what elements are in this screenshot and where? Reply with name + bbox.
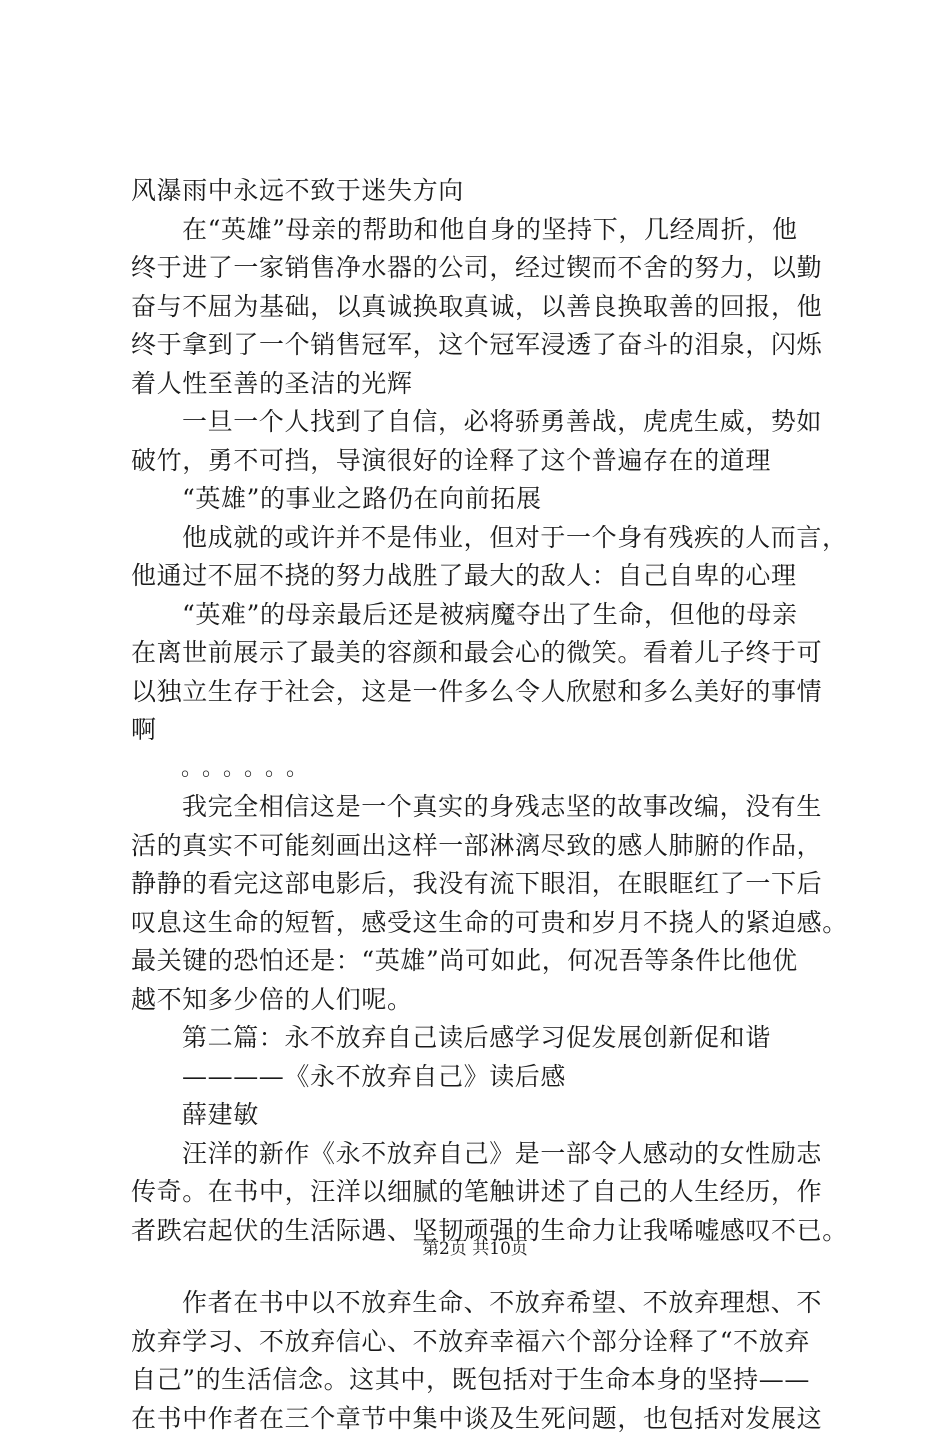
text-line: “英雄”的事业之路仍在向前拓展 (131, 480, 837, 519)
text-line: 活的真实不可能刻画出这样一部淋漓尽致的感人肺腑的作品， (131, 827, 837, 866)
text-line: 放弃学习、不放弃信心、不放弃幸福六个部分诠释了“不放弃 (131, 1323, 837, 1362)
text-line: 传奇。在书中，汪洋以细腻的笔触讲述了自己的人生经历，作 (131, 1173, 837, 1212)
text-line: 汪洋的新作《永不放弃自己》是一部令人感动的女性励志 (131, 1135, 837, 1174)
text-line: 静静的看完这部电影后，我没有流下眼泪，在眼眶红了一下后 (131, 865, 837, 904)
text-line: 叹息这生命的短暂，感受这生命的可贵和岁月不挠人的紧迫感。 (131, 904, 837, 943)
text-line: 在离世前展示了最美的容颜和最会心的微笑。看着儿子终于可 (131, 634, 837, 673)
text-line: 越不知多少倍的人们呢。 (131, 981, 837, 1020)
text-line: 他通过不屈不挠的努力战胜了最大的敌人：自己自卑的心理 (131, 557, 837, 596)
text-line: 者跌宕起伏的生活际遇、坚韧顽强的生命力让我唏嘘感叹不已。 (131, 1212, 837, 1251)
text-line: 在“英雄”母亲的帮助和他自身的坚持下，几经周折，他 (131, 211, 837, 250)
text-line: 一旦一个人找到了自信，必将骄勇善战，虎虎生威，势如 (131, 403, 837, 442)
text-line: 奋与不屈为基础，以真诚换取真诚，以善良换取善的回报，他 (131, 288, 837, 327)
text-line: 着人性至善的圣洁的光辉 (131, 365, 837, 404)
text-line: 在书中作者在三个章节中集中谈及生死问题，也包括对发展这 (131, 1400, 837, 1438)
text-line: 以独立生存于社会，这是一件多么令人欣慰和多么美好的事情 (131, 673, 837, 712)
text-line: 终于拿到了一个销售冠军，这个冠军浸透了奋斗的泪泉，闪烁 (131, 326, 837, 365)
text-line: 终于进了一家销售净水器的公司，经过锲而不舍的努力，以勤 (131, 249, 837, 288)
text-line: 作者在书中以不放弃生命、不放弃希望、不放弃理想、不 (131, 1284, 837, 1323)
text-line: 我完全相信这是一个真实的身残志坚的故事改编，没有生 (131, 788, 837, 827)
text-line: 破竹，勇不可挡，导演很好的诠释了这个普遍存在的道理 (131, 442, 837, 481)
text-line: 啊 (131, 711, 837, 750)
text-line: “英难”的母亲最后还是被病魔夺出了生命，但他的母亲 (131, 596, 837, 635)
text-line: 他成就的或许并不是伟业，但对于一个身有残疾的人而言， (131, 519, 837, 558)
text-line: 薛建敏 (131, 1096, 837, 1135)
text-line: 第二篇：永不放弃自己读后感学习促发展创新促和谐 (131, 1019, 837, 1058)
text-line: 自己”的生活信念。这其中，既包括对于生命本身的坚持—— (131, 1361, 837, 1400)
text-line: 。。。。。。 (131, 750, 837, 789)
text-line: ————《永不放弃自己》读后感 (131, 1058, 837, 1097)
text-line: 风瀑雨中永远不致于迷失方向 (131, 172, 837, 211)
page-footer: 第2页 共10页 (0, 1237, 950, 1261)
text-line: 最关键的恐怕还是：“英雄”尚可如此，何况吾等条件比他优 (131, 942, 837, 981)
